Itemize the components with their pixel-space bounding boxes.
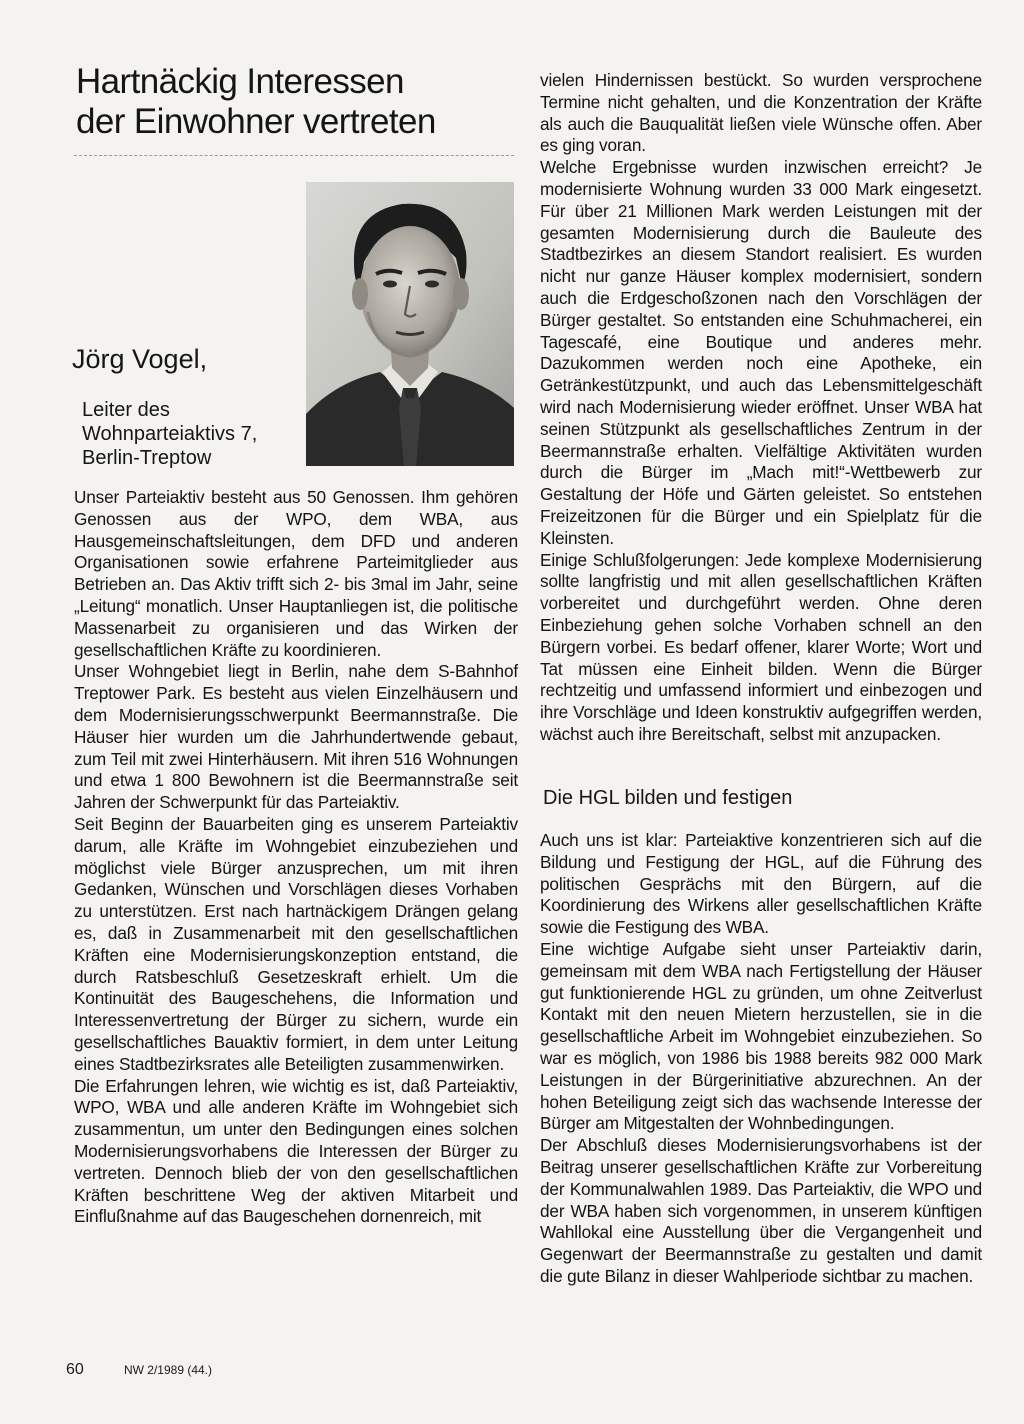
article-title	[76, 62, 516, 142]
article-title-line-2: der Einwohner vertreten	[76, 102, 436, 141]
title-divider	[74, 155, 514, 156]
paragraph: Der Abschluß dieses Modernisierungsvorhabens ist der Beitrag unserer gesellschaftlichen Kräfte zur Vorbereitung der Kommunalwahlen 1989. Das Parteiaktiv, die WPO und der WBA haben sich vorgenommen, in unserem künftigen Wahllokal eine Ausstellung über die Vergangenheit und Gegenwart der Beermannstraße zu gestalten und damit die gute Bilanz in dieser Wahlperiode sichtbar zu machen.	[540, 1135, 982, 1286]
paragraph: Unser Wohngebiet liegt in Berlin, nahe dem S-Bahnhof Treptower Park. Es besteht aus vielen Einzelhäusern und dem Modernisierungsschwerpunkt Beermannstraße. Die Häuser hier wurden um die Jahrhundertwende gebaut, zum Teil mit zwei Hinterhäusern. Mit ihren 516 Wohnungen und etwa 1 800 Bewohnern ist die Beermannstraße seit Jahren der Schwerpunkt für das Parteiaktiv.	[74, 661, 518, 813]
issue-label: NW 2/1989 (44.)	[123, 1363, 213, 1377]
author-portrait	[306, 182, 514, 466]
paragraph: Auch uns ist klar: Parteiaktive konzentrieren sich auf die Bildung und Festigung der HGL, auf die Führung des politischen Gesprächs mit den Bürgern, auf die Koordinierung des Wirkens aller gesellschaftlichen Kräfte sowie die Festigung des WBA.	[540, 830, 982, 938]
page-number: 60	[66, 1361, 84, 1378]
author-role-line-3: Berlin-Treptow	[82, 447, 212, 469]
body-column-left	[74, 487, 518, 1228]
body-column-right-top	[540, 70, 982, 746]
page-footer	[66, 1361, 212, 1379]
author-role	[82, 398, 312, 470]
paragraph: vielen Hindernissen bestückt. So wurden versprochene Termine nicht gehalten, und die Konzentration der Kräfte als auch die Bauqualität ließen viele Wünsche offen. Aber es ging voran.	[540, 70, 982, 156]
paragraph: Die Erfahrungen lehren, wie wichtig es ist, daß Parteiaktiv, WPO, WBA und alle anderen Kräfte im Wohngebiet sich zusammentun, um unter den Bedingungen eines solchen Modernisierungsvorhabens die Interessen der Bürger zu vertreten. Dennoch blieb der von den gesellschaftlichen Kräften beschrittene Weg der aktiven Mitarbeit und Einflußnahme auf das Baugeschehen dornenreich, mit	[74, 1075, 518, 1227]
author-role-line-2: Wohnparteiaktivs 7,	[82, 423, 258, 445]
author-name: Jörg Vogel,	[72, 344, 208, 374]
paragraph: Welche Ergebnisse wurden inzwischen erreicht? Je modernisierte Wohnung wurden 33 000 Mark eingesetzt. Für über 21 Millionen Mark werden Leistungen mit der gesamten Modernisierung durch die Bauleute des Stadtbezirkes an diesem Standort realisiert. Es wurden nicht nur ganze Häuser komplex modernisiert, sondern auch die Erdgeschoßzonen nach den Vorschlägen der Bürger gestaltet. So entstanden eine Schuhmacherei, ein Tagescafé, eine Boutique und anderes mehr. Dazukommen werden noch eine Apotheke, ein Getränkestützpunkt, und auch das Lebensmittelgeschäft wird nach Modernisierung wieder eröffnet. Unser WBA hat seinen Stützpunkt als gesellschaftliches Zentrum in der Beermannstraße erhalten. Vielfältige Aktivitäten wurden durch die Bürger im „Mach mit!“-Wettbewerb zur Gestaltung der Höfe und Gärten geleistet. So entstehen Freizeitzonen für die Bürger und ein Spielplatz für die Kleinsten.	[540, 157, 982, 548]
paragraph: Einige Schlußfolgerungen: Jede komplexe Modernisierung sollte langfristig und mit allen gesellschaftlichen Kräften vorbereitet und durchgeführt werden. Ohne deren Einbeziehung gehen solche Vorhaben schnell an den Bürgern vorbei. Es bedarf offener, klarer Worte; Wort und Tat müssen eine Einheit bilden. Wenn die Bürger rechtzeitig und umfassend informiert und einbezogen und ihre Vorschläge und Ideen konstruktiv aufgegriffen werden, wächst auch ihre Bereitschaft, selbst mit anzupacken.	[540, 549, 982, 744]
paragraph: Unser Parteiaktiv besteht aus 50 Genossen. Ihm gehören Genossen aus der WPO, dem WBA, aus Hausgemeinschaftsleitungen, dem DFD und anderen Organisationen sowie erfahrene Parteimitglieder aus Betrieben an. Das Aktiv trifft sich 2- bis 3mal im Jahr, seine „Leitung“ monatlich. Unser Hauptanliegen ist, die politische Massenarbeit zu organisieren und das Wirken der gesellschaftlichen Kräfte zu koordinieren.	[74, 487, 518, 660]
body-column-right-bottom	[540, 830, 982, 1288]
author-role-line-1: Leiter des	[82, 399, 170, 421]
article-title-line-1: Hartnäckig Interessen	[76, 62, 404, 101]
section-subheading: Die HGL bilden und festigen	[543, 787, 793, 809]
paragraph: Eine wichtige Aufgabe sieht unser Parteiaktiv darin, gemeinsam mit dem WBA nach Fertigstellung der Häuser gut funktionierende HGL zu gründen, um ohne Zeitverlust Kontakt mit den neuen Mietern herzustellen, sie in die gesellschaftliche Arbeit im Wohngebiet einzubeziehen. So war es möglich, von 1986 bis 1988 bereits 982 000 Mark Leistungen in der Bürgerinitiative abzurechnen. An der hohen Beteiligung zeigt sich das wachsende Interesse der Bürger am Mitgestalten der Wohnbedingungen.	[540, 938, 982, 1134]
paragraph: Seit Beginn der Bauarbeiten ging es unserem Parteiaktiv darum, alle Kräfte im Wohngebiet einzubeziehen und möglichst viele Bürger anzusprechen, um mit ihren Gedanken, Wünschen und Vorschlägen dieses Vorhaben zu unterstützen. Erst nach hartnäckigem Drängen gelang es, daß in Zusammenarbeit mit den gesellschaftlichen Kräften eine Modernisierungskonzeption entstand, die durch Ratsbeschluß Gesetzeskraft erhielt. Um die Kontinuität des Baugeschehens, die Information und Interessenvertretung der Bürger zu sichern, wurde ein gesellschaftliches Bauaktiv formiert, in dem unter Leitung eines Stadtbezirksrates alle Beteiligten zusammenwirken.	[74, 813, 518, 1074]
